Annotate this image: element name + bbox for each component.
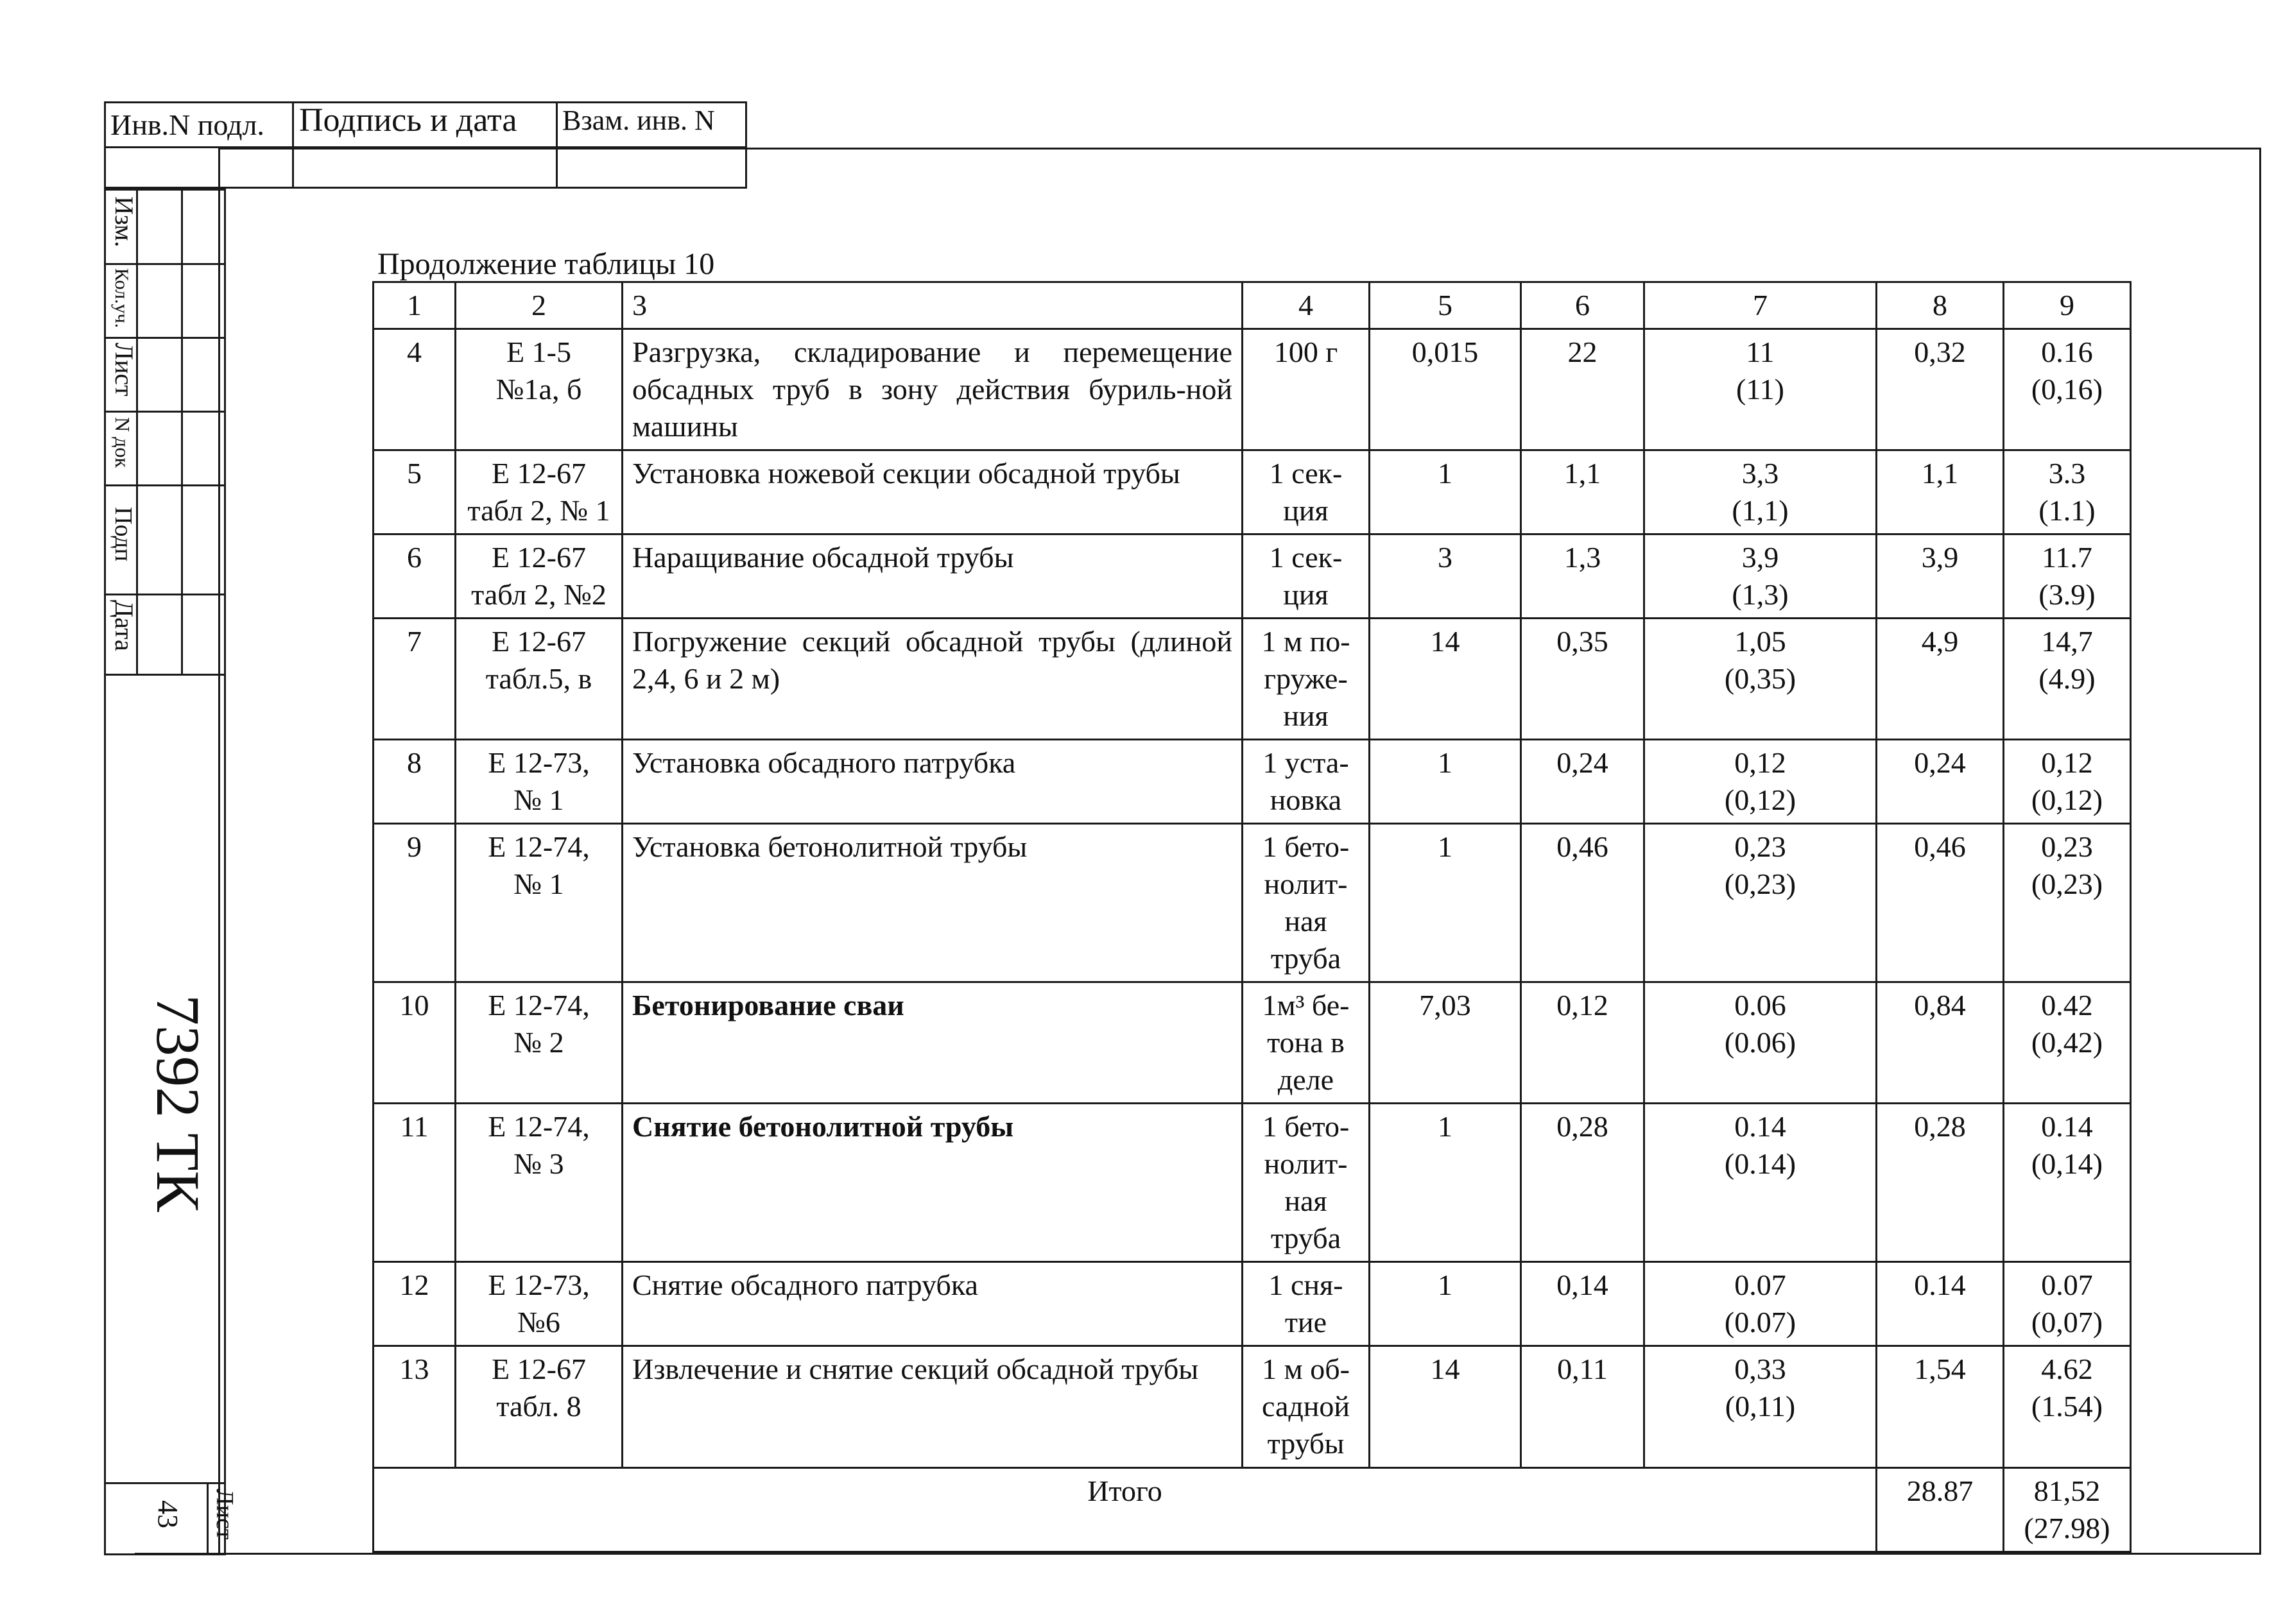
unit-of-measure: [1243, 1104, 1370, 1262]
sheet-number: 43: [152, 1500, 184, 1528]
cell-line: Е 12-74,: [488, 830, 590, 863]
cell-line: ная: [1284, 905, 1327, 937]
work-description: Разгрузка, складирование и перемещение обсадных труб в зону действия буриль-ной машины: [623, 329, 1243, 450]
cell-line: груже-: [1264, 662, 1348, 695]
row-number: 7: [374, 619, 456, 740]
norm-time: 0,35: [1521, 619, 1644, 740]
norm-time: 0,14: [1521, 1262, 1644, 1346]
norm-reference: [456, 1262, 623, 1346]
norm-reference: [456, 1104, 623, 1262]
cell-line: (0,23): [1724, 868, 1796, 900]
cell-line: 0.07: [2041, 1269, 2093, 1301]
table-row: [374, 619, 2131, 740]
sheet-label: Лист: [211, 1489, 238, 1540]
quantity: 1: [1370, 824, 1521, 982]
quantity: 1: [1370, 1262, 1521, 1346]
cell-line: тона в: [1267, 1026, 1345, 1059]
side-row-div-2: [104, 337, 226, 339]
cell-line: (0.07): [1724, 1306, 1796, 1338]
cell-line: № 3: [513, 1147, 564, 1180]
cell-line: (3.9): [2038, 578, 2096, 611]
cell-line: (1,3): [1732, 578, 1789, 611]
side-label-izm: Изм.: [110, 196, 139, 248]
norm-reference: [456, 740, 623, 824]
quantity: 7,03: [1370, 982, 1521, 1104]
quantity: 1: [1370, 740, 1521, 824]
column-header: 1: [374, 282, 456, 329]
total-label: Итого: [374, 1468, 1877, 1552]
total-labor-cost: 28.87: [1877, 1468, 2004, 1552]
rate-value: [1644, 534, 1877, 619]
cell-line: Е 12-73,: [488, 1269, 590, 1301]
work-description: Извлечение и снятие секций обсадной трубы: [623, 1346, 1243, 1468]
cell-line: 1 сек-: [1269, 457, 1343, 490]
total-value: [2004, 740, 2131, 824]
stamp-divider-h: [104, 146, 747, 148]
column-header: 4: [1243, 282, 1370, 329]
stamp-vzam-inv: Взам. инв. N: [562, 105, 715, 136]
cell-line: (0.06): [1724, 1026, 1796, 1059]
table-row: [374, 1104, 2131, 1262]
norm-time: 0,28: [1521, 1104, 1644, 1262]
row-number: 5: [374, 450, 456, 534]
total-value: [2004, 1262, 2131, 1346]
cell-line: 0.16: [2041, 336, 2093, 368]
norm-time: 0,12: [1521, 982, 1644, 1104]
cell-line: (0,23): [2031, 868, 2103, 900]
cell-line: труба: [1270, 1222, 1341, 1254]
norm-time: 0,46: [1521, 824, 1644, 982]
cell-line: (0.14): [1724, 1147, 1796, 1180]
work-description: Погружение секций обсадной трубы (длиной 2,4, 6 и 2 м): [623, 619, 1243, 740]
norm-time: 1,3: [1521, 534, 1644, 619]
norm-time: 0,11: [1521, 1346, 1644, 1468]
quantity: 14: [1370, 619, 1521, 740]
labor-cost: 3,9: [1877, 534, 2004, 619]
cell-line: №6: [517, 1306, 560, 1338]
table-header-row: [374, 282, 2131, 329]
unit-of-measure: [1243, 329, 1370, 450]
side-col-divider-3: [207, 1482, 209, 1555]
norm-reference: [456, 450, 623, 534]
cell-line: 1 бето-: [1262, 830, 1350, 863]
column-header: 7: [1644, 282, 1877, 329]
row-number: 4: [374, 329, 456, 450]
rate-value: [1644, 1262, 1877, 1346]
cell-line: (1,1): [1732, 494, 1789, 527]
rate-value: [1644, 619, 1877, 740]
cell-line: 1 сня-: [1268, 1269, 1343, 1301]
cell-line: табл 2, № 1: [467, 494, 610, 527]
cell-line: 3,9: [1741, 541, 1779, 574]
total-value: [2004, 619, 2131, 740]
cell-line: (0,12): [1724, 783, 1796, 816]
cell-line: новка: [1270, 783, 1342, 816]
cell-line: 81,52: [2033, 1474, 2101, 1507]
cell-line: Е 12-67: [492, 1353, 586, 1385]
quantity: 1: [1370, 450, 1521, 534]
cell-line: 3,3: [1741, 457, 1779, 490]
quantity: 0,015: [1370, 329, 1521, 450]
quantity: 1: [1370, 1104, 1521, 1262]
cell-line: 11: [1746, 336, 1775, 368]
cell-line: №1а, б: [495, 373, 582, 406]
cell-line: (0,11): [1725, 1390, 1796, 1423]
cell-line: 11.7: [2042, 541, 2092, 574]
labor-cost: 0,46: [1877, 824, 2004, 982]
column-header: 5: [1370, 282, 1521, 329]
row-number: 12: [374, 1262, 456, 1346]
total-value: [2004, 1346, 2131, 1468]
cell-line: нолит-: [1264, 1147, 1348, 1180]
labor-cost: 0.14: [1877, 1262, 2004, 1346]
cell-line: ция: [1283, 578, 1329, 611]
cell-line: 0,23: [2041, 830, 2093, 863]
cell-line: 1 уста-: [1262, 746, 1349, 779]
table-caption: Продолжение таблицы 10: [377, 247, 715, 281]
labor-cost: 1,1: [1877, 450, 2004, 534]
column-header: 9: [2004, 282, 2131, 329]
work-description: Бетонирование сваи: [623, 982, 1243, 1104]
column-header: 3: [623, 282, 1243, 329]
table-row: [374, 1346, 2131, 1468]
quantity: 14: [1370, 1346, 1521, 1468]
row-number: 9: [374, 824, 456, 982]
side-row-div-1: [104, 263, 226, 265]
labor-cost: 0,24: [1877, 740, 2004, 824]
cell-line: 1 м об-: [1262, 1353, 1350, 1385]
side-col-divider-2: [181, 189, 183, 675]
norm-reference: [456, 329, 623, 450]
cell-line: 14,7: [2041, 625, 2093, 658]
cell-line: ния: [1283, 699, 1329, 732]
cell-line: (11): [1736, 373, 1784, 406]
cell-line: № 2: [513, 1026, 564, 1059]
quantity: 3: [1370, 534, 1521, 619]
cell-line: 0,33: [1734, 1353, 1786, 1385]
cell-line: 1 сек-: [1269, 541, 1343, 574]
side-row-div-4: [104, 484, 226, 486]
rate-value: [1644, 1104, 1877, 1262]
cell-line: № 1: [513, 783, 564, 816]
cell-line: Е 12-67: [492, 457, 586, 490]
row-number: 8: [374, 740, 456, 824]
unit-of-measure: [1243, 619, 1370, 740]
cell-line: (0,35): [1724, 662, 1796, 695]
cell-line: 0,12: [2041, 746, 2093, 779]
cell-line: трубы: [1267, 1427, 1345, 1460]
unit-of-measure: [1243, 824, 1370, 982]
cell-line: табл 2, №2: [471, 578, 607, 611]
cell-line: (0,07): [2031, 1306, 2103, 1338]
labor-cost: 0,32: [1877, 329, 2004, 450]
cell-line: 1,05: [1734, 625, 1786, 658]
cell-line: Е 12-67: [492, 625, 586, 658]
side-label-list: Лист: [110, 343, 139, 397]
unit-of-measure: [1243, 740, 1370, 824]
unit-of-measure: [1243, 982, 1370, 1104]
rate-value: [1644, 329, 1877, 450]
side-row-div-5: [104, 594, 226, 595]
cell-line: № 1: [513, 868, 564, 900]
table-row: [374, 824, 2131, 982]
norm-reference: [456, 1346, 623, 1468]
cell-line: 0,23: [1734, 830, 1786, 863]
table-row: [374, 1262, 2131, 1346]
cell-line: 4.62: [2041, 1353, 2093, 1385]
labor-cost: 4,9: [1877, 619, 2004, 740]
rate-value: [1644, 824, 1877, 982]
table-row: [374, 740, 2131, 824]
cell-line: 0.14: [1734, 1110, 1786, 1143]
frame-bottom-line: [135, 1553, 2261, 1555]
cell-line: 1 м по-: [1261, 625, 1350, 658]
cell-line: (0,42): [2031, 1026, 2103, 1059]
table-row: [374, 982, 2131, 1104]
cell-line: (0,16): [2031, 373, 2103, 406]
work-table: [372, 281, 2132, 1553]
row-number: 6: [374, 534, 456, 619]
cell-line: деле: [1277, 1063, 1334, 1096]
side-label-n-dok: N док: [111, 417, 134, 468]
column-header: 8: [1877, 282, 2004, 329]
norm-reference: [456, 534, 623, 619]
rate-value: [1644, 450, 1877, 534]
cell-line: 0.14: [2041, 1110, 2093, 1143]
cell-line: (0,12): [2031, 783, 2103, 816]
table-row: [374, 329, 2131, 450]
side-row-div-3: [104, 411, 226, 413]
cell-line: 0,12: [1734, 746, 1786, 779]
column-header: 6: [1521, 282, 1644, 329]
cell-line: (0,14): [2031, 1147, 2103, 1180]
rate-value: [1644, 982, 1877, 1104]
rate-value: [1644, 740, 1877, 824]
cell-line: 0.06: [1734, 989, 1786, 1021]
work-description: Установка обсадного патрубка: [623, 740, 1243, 824]
total-value: [2004, 1104, 2131, 1262]
total-value: [2004, 824, 2131, 982]
cell-line: (1.54): [2031, 1390, 2103, 1423]
work-description: Наращивание обсадной трубы: [623, 534, 1243, 619]
total-value: [2004, 329, 2131, 450]
side-label-podp: Подп: [110, 507, 137, 562]
norm-time: 22: [1521, 329, 1644, 450]
cell-line: (27.98): [2024, 1512, 2110, 1544]
cell-line: (1.1): [2038, 494, 2096, 527]
unit-of-measure: [1243, 534, 1370, 619]
total-row: [374, 1468, 2131, 1552]
labor-cost: 0,28: [1877, 1104, 2004, 1262]
cell-line: 0.42: [2041, 989, 2093, 1021]
total-sum: [2004, 1468, 2131, 1552]
norm-reference: [456, 824, 623, 982]
labor-cost: 1,54: [1877, 1346, 2004, 1468]
unit-of-measure: [1243, 1346, 1370, 1468]
stamp-divider-v1: [292, 101, 294, 189]
total-value: [2004, 982, 2131, 1104]
cell-line: ная: [1284, 1184, 1327, 1217]
document-code: 7392 ТК: [144, 995, 212, 1212]
work-description: Установка ножевой секции обсадной трубы: [623, 450, 1243, 534]
labor-cost: 0,84: [1877, 982, 2004, 1104]
cell-line: труба: [1270, 942, 1341, 975]
norm-time: 1,1: [1521, 450, 1644, 534]
rate-value: [1644, 1346, 1877, 1468]
cell-line: Е 12-73,: [488, 746, 590, 779]
cell-line: 1 бето-: [1262, 1110, 1350, 1143]
cell-line: 1м³ бе-: [1262, 989, 1350, 1021]
norm-reference: [456, 619, 623, 740]
cell-line: Е 12-74,: [488, 989, 590, 1021]
side-row-div-6: [104, 674, 226, 676]
cell-line: 0.07: [1734, 1269, 1786, 1301]
unit-of-measure: [1243, 1262, 1370, 1346]
total-value: [2004, 450, 2131, 534]
cell-line: Е 12-67: [492, 541, 586, 574]
stamp-podpis-data: Подпись и дата: [299, 102, 517, 139]
stamp-inv-podl: Инв.N подл.: [110, 108, 264, 141]
cell-line: 3.3: [2048, 457, 2086, 490]
side-label-data: Дата: [110, 600, 139, 651]
cell-line: тие: [1284, 1306, 1327, 1338]
cell-line: Е 12-74,: [488, 1110, 590, 1143]
norm-reference: [456, 982, 623, 1104]
column-header: 2: [456, 282, 623, 329]
cell-line: ция: [1283, 494, 1329, 527]
table-row: [374, 450, 2131, 534]
cell-line: табл.5, в: [485, 662, 592, 695]
cell-line: Е 1-5: [506, 336, 571, 368]
stamp-divider-v2: [556, 101, 558, 189]
frame-right-line: [2259, 148, 2261, 1553]
work-description: Установка бетонолитной трубы: [623, 824, 1243, 982]
cell-line: 100 г: [1273, 336, 1338, 368]
row-number: 13: [374, 1346, 456, 1468]
row-number: 10: [374, 982, 456, 1104]
cell-line: (4.9): [2038, 662, 2096, 695]
table-row: [374, 534, 2131, 619]
row-number: 11: [374, 1104, 456, 1262]
norm-time: 0,24: [1521, 740, 1644, 824]
work-description: Снятие обсадного патрубка: [623, 1262, 1243, 1346]
work-description: Снятие бетонолитной трубы: [623, 1104, 1243, 1262]
cell-line: садной: [1261, 1390, 1350, 1423]
cell-line: нолит-: [1264, 868, 1348, 900]
unit-of-measure: [1243, 450, 1370, 534]
total-value: [2004, 534, 2131, 619]
cell-line: табл. 8: [496, 1390, 581, 1423]
side-label-kol-uch: Кол.уч.: [111, 268, 132, 329]
